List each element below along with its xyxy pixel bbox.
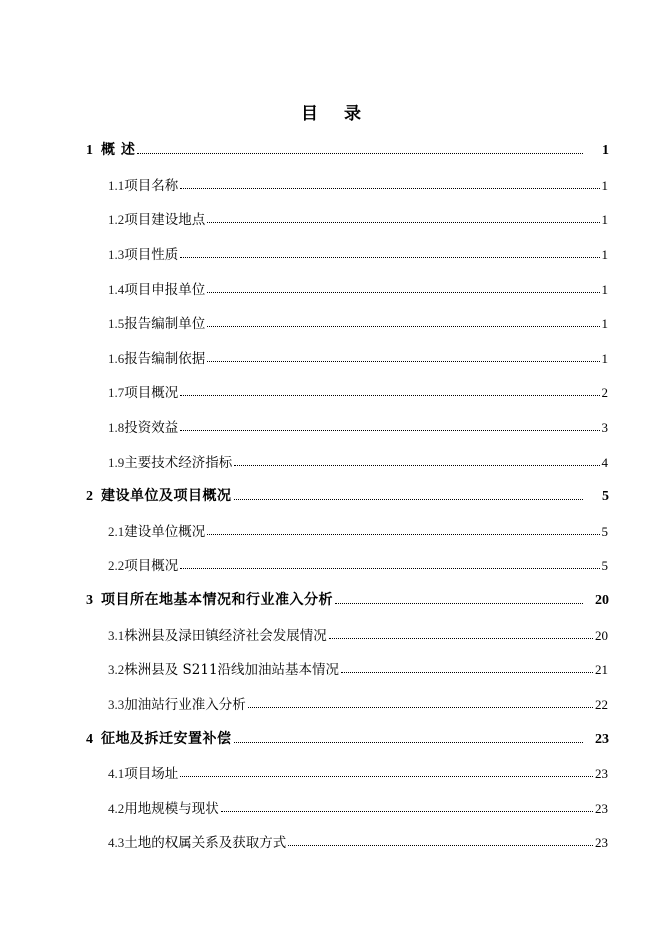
toc-entry-number: 1 [86, 143, 93, 158]
toc-entry-page: 1 [601, 247, 608, 262]
toc-entry-1-7[interactable] [108, 381, 608, 401]
toc-entry-number: 3.1 [108, 628, 125, 643]
toc-entry-label: 项目申报单位 [124, 282, 206, 298]
toc-entry-label: 报告编制单位 [124, 316, 206, 332]
toc-entry-1-8[interactable] [108, 416, 608, 436]
toc-entry-label: 概 述 [101, 142, 136, 158]
dot-leader [207, 292, 599, 293]
toc-entry-chapter-2[interactable] [86, 485, 609, 505]
toc-entry-number: 1.5 [108, 316, 125, 331]
dot-leader [207, 534, 599, 535]
toc-entry-page: 1 [602, 143, 609, 158]
toc-entry-number: 4.2 [108, 801, 125, 816]
toc-entry-label: 土地的权属关系及获取方式 [124, 835, 287, 851]
dot-leader [207, 361, 599, 362]
toc-entry-number: 1.6 [108, 351, 125, 366]
toc-entry-page: 5 [601, 558, 608, 573]
dot-leader [234, 499, 584, 500]
toc-entry-label: 项目概况 [124, 385, 179, 401]
dot-leader [335, 603, 583, 604]
toc-entry-number: 4.3 [108, 835, 125, 850]
toc-entry-page: 22 [595, 697, 608, 712]
toc-entry-label: 加油站行业准入分析 [124, 697, 246, 713]
toc-entry-label: 建设单位及项目概况 [101, 488, 232, 504]
toc-entry-page: 1 [601, 178, 608, 193]
toc-entry-chapter-1[interactable] [86, 139, 609, 159]
toc-entry-label: 征地及拆迁安置补偿 [101, 731, 232, 747]
toc-entry-label: 项目性质 [124, 247, 179, 263]
dot-leader [180, 257, 599, 258]
toc-entry-page: 23 [595, 732, 609, 747]
dot-leader [180, 430, 599, 431]
dot-leader [288, 845, 593, 846]
dot-leader [248, 707, 593, 708]
toc-entry-page: 1 [601, 316, 608, 331]
toc-entry-1-6[interactable] [108, 347, 608, 367]
dot-leader [207, 326, 599, 327]
toc-entry-3-1[interactable] [108, 624, 608, 644]
toc-entry-number: 2 [86, 489, 93, 504]
toc-entry-number: 1.7 [108, 385, 125, 400]
toc-entry-label: 项目概况 [124, 558, 179, 574]
toc-entry-label: 项目场址 [124, 766, 179, 782]
dot-leader [234, 465, 599, 466]
toc-entry-chapter-3[interactable] [86, 589, 609, 609]
toc-entry-3-2[interactable] [108, 658, 608, 678]
toc-entry-number: 1.8 [108, 420, 125, 435]
toc-entry-number: 1.9 [108, 455, 125, 470]
dot-leader [221, 811, 593, 812]
toc-entry-number: 3.3 [108, 697, 125, 712]
toc-entry-page: 4 [601, 455, 608, 470]
toc-entry-label: 株洲县及渌田镇经济社会发展情况 [124, 628, 327, 644]
toc-entry-page: 5 [602, 489, 609, 504]
toc-entry-label: 项目名称 [124, 178, 179, 194]
dot-leader [180, 188, 599, 189]
toc-entry-page: 23 [595, 766, 608, 781]
dot-leader [329, 638, 593, 639]
toc-entry-4-3[interactable] [108, 831, 608, 851]
toc-entry-page: 23 [595, 801, 608, 816]
dot-leader [180, 568, 599, 569]
toc-entry-3-3[interactable] [108, 693, 608, 713]
toc-entry-number: 3 [86, 593, 93, 608]
toc-entry-2-1[interactable] [108, 520, 608, 540]
toc-entry-number: 1.1 [108, 178, 125, 193]
toc-entry-page: 1 [601, 282, 608, 297]
dot-leader [234, 742, 584, 743]
dot-leader [180, 395, 599, 396]
toc-entry-number: 1.3 [108, 247, 125, 262]
toc-entry-1-9[interactable] [108, 451, 608, 471]
toc-entry-label: 投资效益 [124, 420, 179, 436]
toc-entry-number: 1.4 [108, 282, 125, 297]
toc-entry-number: 4 [86, 732, 93, 747]
toc-entry-page: 3 [601, 420, 608, 435]
toc-entry-label: 株洲县及 S211沿线加油站基本情况 [124, 662, 340, 678]
toc-entry-page: 23 [595, 835, 608, 850]
toc-entry-1-5[interactable] [108, 312, 608, 332]
toc-entry-chapter-4[interactable] [86, 728, 609, 748]
dot-leader [137, 153, 583, 154]
toc-entry-number: 2.2 [108, 558, 125, 573]
toc-title: 目录 [301, 104, 387, 124]
toc-entry-page: 20 [595, 628, 608, 643]
toc-entry-page: 5 [601, 524, 608, 539]
toc-entry-label: 用地规模与现状 [124, 801, 219, 817]
toc-entry-4-2[interactable] [108, 797, 608, 817]
toc-entry-label: 主要技术经济指标 [124, 455, 233, 471]
toc-entry-label: 报告编制依据 [124, 351, 206, 367]
toc-entry-1-3[interactable] [108, 243, 608, 263]
toc-entry-label: 项目建设地点 [124, 212, 206, 228]
dot-leader [341, 672, 593, 673]
toc-entry-label: 项目所在地基本情况和行业准入分析 [101, 592, 333, 608]
toc-entry-page: 2 [601, 385, 608, 400]
toc-entry-number: 4.1 [108, 766, 125, 781]
toc-entry-1-4[interactable] [108, 278, 608, 298]
toc-entry-label: 建设单位概况 [124, 524, 206, 540]
toc-entry-page: 1 [601, 212, 608, 227]
toc-entry-page: 20 [595, 593, 609, 608]
toc-entry-4-1[interactable] [108, 762, 608, 782]
toc-entry-number: 2.1 [108, 524, 125, 539]
toc-entry-page: 1 [601, 351, 608, 366]
toc-entry-page: 21 [595, 662, 608, 677]
dot-leader [207, 222, 599, 223]
toc-entry-number: 3.2 [108, 662, 125, 677]
toc-entry-1-1[interactable] [108, 174, 608, 194]
dot-leader [180, 776, 593, 777]
toc-entry-1-2[interactable] [108, 208, 608, 228]
toc-entry-number: 1.2 [108, 212, 125, 227]
toc-entry-2-2[interactable] [108, 554, 608, 574]
